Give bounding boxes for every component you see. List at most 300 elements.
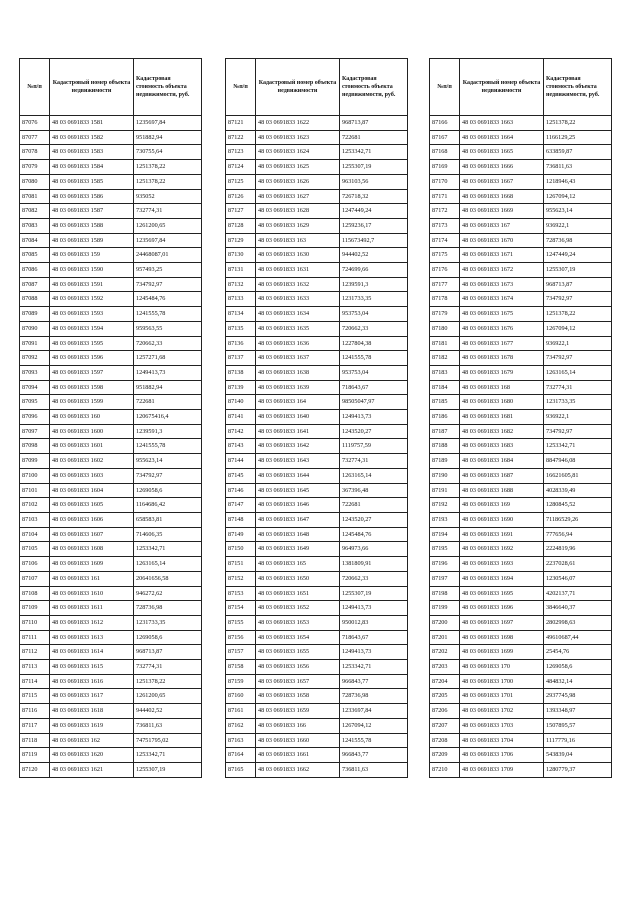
cadastral-number: 48 03 0691833 1654 (256, 630, 340, 645)
cadastral-value: 1243520,27 (340, 512, 408, 527)
cadastral-value: 2802998,63 (544, 615, 612, 630)
row-number: 87076 (20, 116, 50, 131)
table-row (226, 557, 408, 572)
cadastral-number: 48 03 0691833 1709 (460, 762, 544, 777)
cadastral-value: 1247449,24 (340, 204, 408, 219)
row-number: 87132 (226, 277, 256, 292)
cadastral-value: 935052 (134, 189, 202, 204)
cadastral-number: 48 03 0691833 1640 (256, 410, 340, 425)
cadastral-value: 959563,55 (134, 321, 202, 336)
table-row (20, 601, 202, 616)
table-row (430, 468, 612, 483)
table-row (20, 307, 202, 322)
cadastral-value: 953753,04 (340, 307, 408, 322)
table-row (430, 762, 612, 777)
cadastral-value: 1235697,84 (134, 116, 202, 131)
cadastral-number: 48 03 0691833 1581 (50, 116, 134, 131)
row-number: 87090 (20, 321, 50, 336)
cadastral-number: 48 03 0691833 1600 (50, 424, 134, 439)
row-number: 87210 (430, 762, 460, 777)
table-row (430, 292, 612, 307)
cadastral-number: 48 03 0691833 1620 (50, 748, 134, 763)
table-row (430, 248, 612, 263)
row-number: 87095 (20, 395, 50, 410)
cadastral-number: 48 03 0691833 159 (50, 248, 134, 263)
row-number: 87124 (226, 160, 256, 175)
cadastral-value: 936922,1 (544, 336, 612, 351)
table-row (430, 454, 612, 469)
cadastral-number: 48 03 0691833 1642 (256, 439, 340, 454)
cadastral-value: 720662,33 (340, 321, 408, 336)
row-number: 87191 (430, 483, 460, 498)
cadastral-number: 48 03 0691833 1614 (50, 645, 134, 660)
table-row (226, 542, 408, 557)
cadastral-number: 48 03 0691833 1595 (50, 336, 134, 351)
table-row (226, 718, 408, 733)
cadastral-number: 48 03 0691833 1588 (50, 218, 134, 233)
cadastral-value: 4202137,71 (544, 586, 612, 601)
table-row (20, 160, 202, 175)
table-row (226, 571, 408, 586)
row-number: 87109 (20, 601, 50, 616)
row-number: 87118 (20, 733, 50, 748)
cadastral-number: 48 03 0691833 1698 (460, 630, 544, 645)
row-number: 87150 (226, 542, 256, 557)
cadastral-number: 48 03 0691833 1637 (256, 351, 340, 366)
table-row (430, 586, 612, 601)
row-number: 87111 (20, 630, 50, 645)
cadastral-value: 3846640,37 (544, 601, 612, 616)
row-number: 87178 (430, 292, 460, 307)
cadastral-value: 1255307,19 (340, 160, 408, 175)
cadastral-value: 1251378,22 (134, 174, 202, 189)
row-number: 87187 (430, 424, 460, 439)
table-row (226, 174, 408, 189)
cadastral-value: 722681 (134, 395, 202, 410)
table-row (430, 380, 612, 395)
cadastral-number: 48 03 0691833 1611 (50, 601, 134, 616)
cadastral-number: 48 03 0691833 1666 (460, 160, 544, 175)
cadastral-value: 1251378,22 (544, 307, 612, 322)
cadastral-value: 98505047,97 (340, 395, 408, 410)
row-number: 87088 (20, 292, 50, 307)
table-row (430, 615, 612, 630)
row-number: 87126 (226, 189, 256, 204)
cadastral-value: 24468087,01 (134, 248, 202, 263)
row-number: 87176 (430, 263, 460, 278)
row-number: 87103 (20, 512, 50, 527)
cadastral-value: 736811,63 (544, 160, 612, 175)
row-number: 87140 (226, 395, 256, 410)
table-row (430, 748, 612, 763)
row-number: 87080 (20, 174, 50, 189)
table-row (20, 512, 202, 527)
row-number: 87105 (20, 542, 50, 557)
cadastral-number: 48 03 0691833 1699 (460, 645, 544, 660)
row-number: 87170 (430, 174, 460, 189)
cadastral-value: 734792,97 (134, 277, 202, 292)
cadastral-value: 732774,31 (134, 660, 202, 675)
row-number: 87136 (226, 336, 256, 351)
row-number: 87091 (20, 336, 50, 351)
cadastral-number: 48 03 0691833 1649 (256, 542, 340, 557)
cadastral-number: 48 03 0691833 163 (256, 233, 340, 248)
cadastral-number: 48 03 0691833 1668 (460, 189, 544, 204)
table-row (20, 263, 202, 278)
row-number: 87202 (430, 645, 460, 660)
cadastral-value: 2237028,61 (544, 557, 612, 572)
table-row (226, 645, 408, 660)
row-number: 87122 (226, 130, 256, 145)
header-value: Кадастровая стоимость объекта недвижимости, руб. (340, 59, 408, 116)
row-number: 87128 (226, 218, 256, 233)
table-row (226, 733, 408, 748)
cadastral-value: 1267094,12 (544, 321, 612, 336)
cadastral-value: 20641656,58 (134, 571, 202, 586)
row-number: 87110 (20, 615, 50, 630)
header-value: Кадастровая стоимость объекта недвижимости, руб. (134, 59, 202, 116)
header-value: Кадастровая стоимость объекта недвижимости, руб. (544, 59, 612, 116)
cadastral-value: 1119757,59 (340, 439, 408, 454)
cadastral-number: 48 03 0691833 1647 (256, 512, 340, 527)
cadastral-number: 48 03 0691833 1591 (50, 277, 134, 292)
cadastral-value: 968713,87 (544, 277, 612, 292)
cadastral-number: 48 03 0691833 1658 (256, 689, 340, 704)
cadastral-value: 1249413,73 (134, 365, 202, 380)
row-number: 87183 (430, 365, 460, 380)
cadastral-value: 950012,83 (340, 615, 408, 630)
cadastral-value: 1263165,14 (340, 468, 408, 483)
row-number: 87198 (430, 586, 460, 601)
cadastral-value: 1259236,17 (340, 218, 408, 233)
row-number: 87147 (226, 498, 256, 513)
cadastral-value: 484832,14 (544, 674, 612, 689)
row-number: 87189 (430, 454, 460, 469)
cadastral-number: 48 03 0691833 169 (460, 498, 544, 513)
cadastral-value: 944402,52 (340, 248, 408, 263)
row-number: 87134 (226, 307, 256, 322)
table-row (20, 130, 202, 145)
cadastral-number: 48 03 0691833 1690 (460, 512, 544, 527)
cadastral-value: 720662,33 (134, 336, 202, 351)
cadastral-value: 718643,67 (340, 380, 408, 395)
row-number: 87114 (20, 674, 50, 689)
row-number: 87151 (226, 557, 256, 572)
cadastral-number: 48 03 0691833 1670 (460, 233, 544, 248)
row-number: 87201 (430, 630, 460, 645)
row-number: 87144 (226, 454, 256, 469)
row-number: 87177 (430, 277, 460, 292)
row-number: 87157 (226, 645, 256, 660)
cadastral-value: 1251378,22 (544, 116, 612, 131)
row-number: 87184 (430, 380, 460, 395)
row-number: 87107 (20, 571, 50, 586)
row-number: 87195 (430, 542, 460, 557)
cadastral-number: 48 03 0691833 167 (460, 218, 544, 233)
cadastral-value: 732774,31 (340, 454, 408, 469)
cadastral-value: 1257271,68 (134, 351, 202, 366)
table-row (20, 116, 202, 131)
row-number: 87131 (226, 263, 256, 278)
table-row (20, 424, 202, 439)
row-number: 87130 (226, 248, 256, 263)
table-row (430, 351, 612, 366)
cadastral-value: 25454,76 (544, 645, 612, 660)
row-number: 87163 (226, 733, 256, 748)
cadastral-number: 48 03 0691833 1701 (460, 689, 544, 704)
row-number: 87119 (20, 748, 50, 763)
cadastral-value: 1251378,22 (134, 160, 202, 175)
table-row (226, 704, 408, 719)
row-number: 87099 (20, 454, 50, 469)
table-row (20, 365, 202, 380)
cadastral-number: 48 03 0691833 1657 (256, 674, 340, 689)
table-row (430, 263, 612, 278)
cadastral-value: 1249413,73 (340, 645, 408, 660)
cadastral-number: 48 03 0691833 1636 (256, 336, 340, 351)
table-row (226, 277, 408, 292)
table-row (226, 116, 408, 131)
row-number: 87142 (226, 424, 256, 439)
row-number: 87208 (430, 733, 460, 748)
cadastral-value: 1166129,25 (544, 130, 612, 145)
cadastral-value: 1243520,27 (340, 424, 408, 439)
row-number: 87083 (20, 218, 50, 233)
cadastral-value: 1255307,19 (544, 263, 612, 278)
table-row (20, 498, 202, 513)
cadastral-value: 722681 (340, 498, 408, 513)
cadastral-number: 48 03 0691833 1650 (256, 571, 340, 586)
registry-table-1 (19, 58, 202, 778)
table-row (20, 557, 202, 572)
table-row (430, 660, 612, 675)
row-number: 87166 (430, 116, 460, 131)
cadastral-value: 1261200,65 (134, 218, 202, 233)
cadastral-number: 48 03 0691833 1696 (460, 601, 544, 616)
table-row (430, 630, 612, 645)
cadastral-number: 48 03 0691833 1594 (50, 321, 134, 336)
cadastral-number: 48 03 0691833 1596 (50, 351, 134, 366)
cadastral-number: 48 03 0691833 1621 (50, 762, 134, 777)
cadastral-number: 48 03 0691833 1619 (50, 718, 134, 733)
table-row (20, 189, 202, 204)
cadastral-value: 1239591,3 (134, 424, 202, 439)
table-row (20, 689, 202, 704)
table-row (20, 174, 202, 189)
table-row (20, 660, 202, 675)
cadastral-value: 49610687,44 (544, 630, 612, 645)
cadastral-value: 1235697,84 (134, 233, 202, 248)
table-row (20, 571, 202, 586)
table-row (226, 410, 408, 425)
header-cadastral: Кадастровый номер объекта недвижимости (256, 59, 340, 116)
table-row (226, 248, 408, 263)
cadastral-value: 120675416,4 (134, 410, 202, 425)
cadastral-number: 48 03 0691833 1627 (256, 189, 340, 204)
row-number: 87113 (20, 660, 50, 675)
cadastral-number: 48 03 0691833 1669 (460, 204, 544, 219)
row-number: 87207 (430, 718, 460, 733)
cadastral-value: 1280845,52 (544, 498, 612, 513)
cadastral-value: 1267094,12 (340, 718, 408, 733)
row-number: 87129 (226, 233, 256, 248)
cadastral-number: 48 03 0691833 1653 (256, 615, 340, 630)
cadastral-value: 1253342,71 (544, 439, 612, 454)
cadastral-number: 48 03 0691833 1673 (460, 277, 544, 292)
cadastral-number: 48 03 0691833 1626 (256, 174, 340, 189)
cadastral-number: 48 03 0691833 1632 (256, 277, 340, 292)
cadastral-value: 953753,04 (340, 365, 408, 380)
row-number: 87188 (430, 439, 460, 454)
table-row (430, 424, 612, 439)
cadastral-number: 48 03 0691833 1661 (256, 748, 340, 763)
row-number: 87186 (430, 410, 460, 425)
cadastral-value: 736811,63 (340, 762, 408, 777)
table-row (226, 380, 408, 395)
table-row (20, 336, 202, 351)
row-number: 87172 (430, 204, 460, 219)
cadastral-number: 48 03 0691833 1682 (460, 424, 544, 439)
cadastral-number: 48 03 0691833 1700 (460, 674, 544, 689)
cadastral-number: 48 03 0691833 1641 (256, 424, 340, 439)
row-number: 87102 (20, 498, 50, 513)
cadastral-value: 1255307,19 (134, 762, 202, 777)
cadastral-number: 48 03 0691833 166 (256, 718, 340, 733)
cadastral-value: 734792,97 (544, 424, 612, 439)
table-row (430, 174, 612, 189)
cadastral-number: 48 03 0691833 1671 (460, 248, 544, 263)
table-row (430, 145, 612, 160)
cadastral-number: 48 03 0691833 1645 (256, 483, 340, 498)
cadastral-value: 1239591,3 (340, 277, 408, 292)
row-number: 87101 (20, 483, 50, 498)
table-row (226, 424, 408, 439)
row-number: 87108 (20, 586, 50, 601)
table-row (20, 395, 202, 410)
cadastral-value: 777656,94 (544, 527, 612, 542)
row-number: 87123 (226, 145, 256, 160)
row-number: 87120 (20, 762, 50, 777)
table-row (20, 704, 202, 719)
cadastral-value: 1241555,78 (134, 439, 202, 454)
cadastral-number: 48 03 0691833 1664 (460, 130, 544, 145)
table-row (430, 116, 612, 131)
table-row (430, 571, 612, 586)
table-row (20, 351, 202, 366)
cadastral-number: 48 03 0691833 1589 (50, 233, 134, 248)
cadastral-value: 736811,63 (134, 718, 202, 733)
row-number: 87104 (20, 527, 50, 542)
table-row (430, 645, 612, 660)
cadastral-number: 48 03 0691833 1677 (460, 336, 544, 351)
row-number: 87137 (226, 351, 256, 366)
cadastral-value: 718643,67 (340, 630, 408, 645)
cadastral-number: 48 03 0691833 1607 (50, 527, 134, 542)
table-row (20, 410, 202, 425)
table-row (20, 204, 202, 219)
cadastral-value: 2224819,96 (544, 542, 612, 557)
table-row (430, 365, 612, 380)
row-number: 87182 (430, 351, 460, 366)
row-number: 87115 (20, 689, 50, 704)
cadastral-value: 722681 (340, 130, 408, 145)
cadastral-value: 936922,1 (544, 410, 612, 425)
table-row (20, 468, 202, 483)
cadastral-value: 1218946,43 (544, 174, 612, 189)
cadastral-value: 734792,97 (134, 468, 202, 483)
cadastral-value: 968713,87 (134, 645, 202, 660)
row-number: 87171 (430, 189, 460, 204)
cadastral-number: 48 03 0691833 1597 (50, 365, 134, 380)
row-number: 87117 (20, 718, 50, 733)
table-row (430, 689, 612, 704)
cadastral-number: 48 03 0691833 1603 (50, 468, 134, 483)
cadastral-number: 48 03 0691833 1601 (50, 439, 134, 454)
cadastral-value: 966843,77 (340, 674, 408, 689)
row-number: 87194 (430, 527, 460, 542)
cadastral-number: 48 03 0691833 1648 (256, 527, 340, 542)
row-number: 87185 (430, 395, 460, 410)
cadastral-number: 48 03 0691833 1618 (50, 704, 134, 719)
cadastral-value: 1233697,84 (340, 704, 408, 719)
cadastral-value: 1263165,14 (134, 557, 202, 572)
cadastral-value: 1280779,37 (544, 762, 612, 777)
row-number: 87158 (226, 660, 256, 675)
cadastral-number: 48 03 0691833 168 (460, 380, 544, 395)
table-row (226, 601, 408, 616)
row-number: 87112 (20, 645, 50, 660)
cadastral-value: 1263165,14 (544, 365, 612, 380)
cadastral-number: 48 03 0691833 1656 (256, 660, 340, 675)
table-row (20, 630, 202, 645)
cadastral-number: 48 03 0691833 1679 (460, 365, 544, 380)
cadastral-number: 48 03 0691833 1672 (460, 263, 544, 278)
row-number: 87173 (430, 218, 460, 233)
cadastral-number: 48 03 0691833 1638 (256, 365, 340, 380)
table-row (20, 439, 202, 454)
table-header-row (20, 59, 202, 116)
row-number: 87133 (226, 292, 256, 307)
cadastral-number: 48 03 0691833 1628 (256, 204, 340, 219)
cadastral-number: 48 03 0691833 1590 (50, 263, 134, 278)
cadastral-number: 48 03 0691833 1625 (256, 160, 340, 175)
table-row (226, 292, 408, 307)
cadastral-value: 1253342,71 (134, 748, 202, 763)
table-row (20, 586, 202, 601)
cadastral-value: 1253342,71 (340, 145, 408, 160)
cadastral-number: 48 03 0691833 1639 (256, 380, 340, 395)
cadastral-value: 951882,94 (134, 130, 202, 145)
cadastral-value: 944402,52 (134, 704, 202, 719)
cadastral-number: 48 03 0691833 1629 (256, 218, 340, 233)
cadastral-number: 48 03 0691833 1680 (460, 395, 544, 410)
row-number: 87164 (226, 748, 256, 763)
cadastral-value: 951882,94 (134, 380, 202, 395)
cadastral-number: 48 03 0691833 1634 (256, 307, 340, 322)
cadastral-number: 48 03 0691833 1633 (256, 292, 340, 307)
table-row (226, 307, 408, 322)
table-row (430, 218, 612, 233)
cadastral-number: 48 03 0691833 1609 (50, 557, 134, 572)
row-number: 87141 (226, 410, 256, 425)
row-number: 87082 (20, 204, 50, 219)
row-number: 87106 (20, 557, 50, 572)
cadastral-number: 48 03 0691833 1644 (256, 468, 340, 483)
cadastral-number: 48 03 0691833 164 (256, 395, 340, 410)
table-row (20, 733, 202, 748)
cadastral-value: 1117779,16 (544, 733, 612, 748)
row-number: 87096 (20, 410, 50, 425)
